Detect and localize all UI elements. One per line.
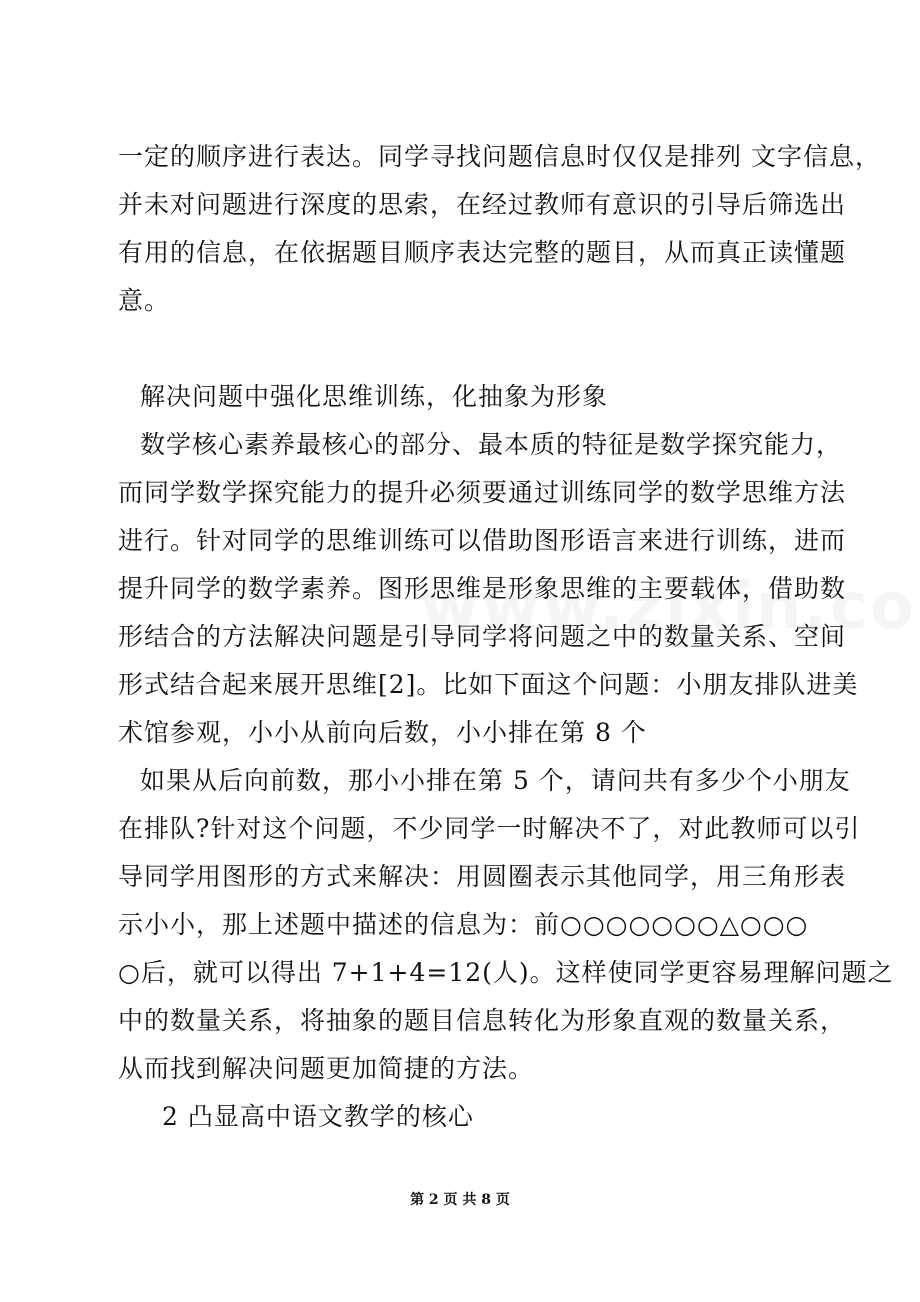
text-line: 形式结合起来展开思维[2]。比如下面这个问题：小朋友排队进美	[118, 670, 859, 699]
text-line: 如果从后向前数，那小小排在第 5 个，请问共有多少个小朋友	[140, 766, 851, 795]
text-line: 有用的信息，在依据题目顺序表达完整的题目，从而真正读懂题	[118, 238, 847, 267]
text-line: ○后，就可以得出 7+1+4=12(人)。这样使同学更容易理解问题之	[118, 958, 894, 987]
text-line: 从而找到解决问题更加简捷的方法。	[118, 1054, 535, 1083]
text-line: 数学核心素养最核心的部分、最本质的特征是数学探究能力，	[140, 430, 843, 459]
section-heading: 2 凸显高中语文教学的核心	[162, 1102, 474, 1131]
text-line: 进行。针对同学的思维训练可以借助图形语言来进行训练，进而	[118, 526, 847, 555]
text-line: 提升同学的数学素养。图形思维是形象思维的主要载体，借助数	[118, 574, 847, 603]
section-heading: 解决问题中强化思维训练，化抽象为形象	[140, 382, 609, 411]
text-line: 示小小，那上述题中描述的信息为：前○○○○○○○△○○○	[118, 910, 809, 939]
text-line: 在排队?针对这个问题，不少同学一时解决不了，对此教师可以引	[118, 814, 861, 843]
text-line: 导同学用图形的方式来解决：用圆圈表示其他同学，用三角形表	[118, 862, 847, 891]
text-line: 术馆参观，小小从前向后数，小小排在第 8 个	[118, 718, 647, 747]
text-line: 一定的顺序进行表达。同学寻找问题信息时仅仅是排列 文字信息，	[118, 142, 881, 171]
text-line: 意。	[118, 286, 171, 315]
text-line: 中的数量关系，将抽象的题目信息转化为形象直观的数量关系，	[118, 1006, 847, 1035]
text-line: 形结合的方法解决问题是引导同学将问题之中的数量关系、空间	[118, 622, 847, 651]
text-line: 而同学数学探究能力的提升必须要通过训练同学的数学思维方法	[118, 478, 847, 507]
page-number-footer: 第 2 页 共 8 页	[410, 1192, 510, 1208]
text-line: 并未对问题进行深度的思索，在经过教师有意识的引导后筛选出	[118, 190, 847, 219]
